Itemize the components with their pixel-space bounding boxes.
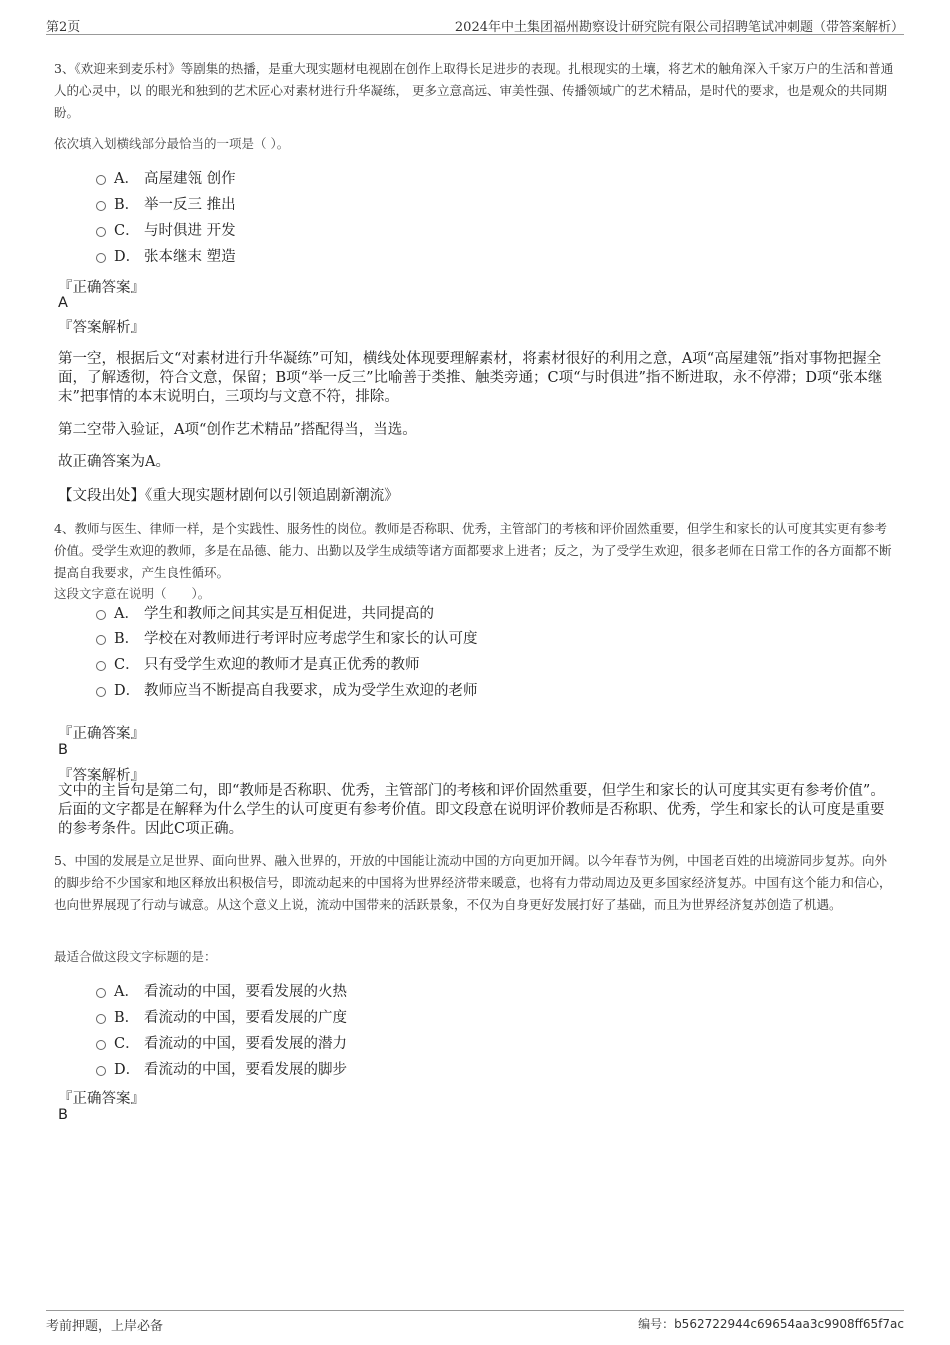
radio-icon[interactable] — [96, 1040, 106, 1050]
radio-icon[interactable] — [96, 661, 106, 671]
radio-icon[interactable] — [96, 635, 106, 645]
radio-icon[interactable] — [96, 610, 106, 620]
radio-icon[interactable] — [96, 175, 106, 185]
q5-prompt: 最适合做这段文字标题的是： — [54, 949, 217, 964]
page-header — [46, 14, 904, 35]
q5-option-b[interactable]: B． 看流动的中国，要看发展的广度 — [96, 1007, 347, 1029]
q3-option-d[interactable]: D． 张本继末 塑造 — [96, 246, 236, 268]
radio-icon[interactable] — [96, 253, 106, 263]
q5-option-c[interactable]: C． 看流动的中国，要看发展的潜力 — [96, 1033, 347, 1055]
radio-icon[interactable] — [96, 687, 106, 697]
q4-answer-label: 『正确答案』 — [58, 726, 145, 742]
document-title: 2024年中土集团福州勘察设计研究院有限公司招聘笔试冲刺题（带答案解析） — [454, 20, 904, 35]
q5-stem: 5、中国的发展是立足世界、面向世界、融入世界的，开放的中国能让流动中国的方向更加开阔。以今年春节为例，中国老百姓的出境游同步复苏。向外的脚步给不少国家和地区释放出积极信号，即流动起来的中国将为世界经济带来暖意，也将有力带动周边及更多国家经济复苏。中国有这个能力和信心，也向世界展现了行动与诚意。从这个意义上说，流动中国带来的活跃景象，不仅为自身更好发展打好了基础，而且为世界经济复苏创造了机遇。 — [54, 853, 892, 912]
q4-option-a[interactable]: A． 学生和教师之间其实是互相促进，共同提高的 — [96, 603, 434, 625]
radio-icon[interactable] — [96, 227, 106, 237]
q3-analysis-paragraph: 故正确答案为A。 — [58, 454, 170, 470]
q3-option-b[interactable]: B． 举一反三 推出 — [96, 194, 236, 216]
q3-option-a[interactable]: A． 高屋建瓴 创作 — [96, 168, 236, 190]
radio-icon[interactable] — [96, 988, 106, 998]
footer-slogan: 考前押题，上岸必备 — [46, 1319, 164, 1334]
q3-answer: A — [58, 295, 68, 311]
q4-option-b[interactable]: B． 学校在对教师进行考评时应考虑学生和家长的认可度 — [96, 628, 478, 650]
q3-analysis-paragraph: 第一空，根据后文“对素材进行升华凝练”可知，横线处体现要理解素材，将素材很好的利用之意，A项“高屋建瓴”指对事物把握全面，了解透彻，符合文意，保留；B项“举一反三”比喻善于类推、触类旁通；C项“与时俱进”指不断进取，永不停滞；D项“张本继末”把事情的本末说明白，三项均与文意不符，排除。 — [58, 351, 883, 405]
q3-prompt: 依次填入划横线部分最恰当的一项是（ ）。 — [54, 136, 290, 151]
q4-answer: B — [58, 742, 68, 758]
q4-prompt: 这段文字意在说明（ ）。 — [54, 586, 211, 601]
page-number: 第2页 — [46, 20, 81, 35]
q5-option-d[interactable]: D． 看流动的中国，要看发展的脚步 — [96, 1059, 347, 1081]
q4-analysis-paragraph: 文中的主旨句是第二句，即“教师是否称职、优秀，主管部门的考核和评价固然重要，但学生和家长的认可度其实更有参考价值”。后面的文字都是在解释为什么学生的认可度更有参考价值。即文段意在说明评价教师是否称职、优秀，学生和家长的认可度是重要的参考条件。因此C项正确。 — [58, 783, 885, 837]
radio-icon[interactable] — [96, 1014, 106, 1024]
page-footer — [46, 1310, 904, 1335]
q4-option-d[interactable]: D． 教师应当不断提高自我要求，成为受学生欢迎的老师 — [96, 680, 478, 702]
q3-analysis-paragraph: 第二空带入验证，A项“创作艺术精品”搭配得当，当选。 — [58, 422, 417, 438]
radio-icon[interactable] — [96, 1066, 106, 1076]
q3-answer-label: 『正确答案』 — [58, 280, 145, 296]
q4-stem: 4、教师与医生、律师一样，是个实践性、服务性的岗位。教师是否称职、优秀，主管部门的考核和评价固然重要，但学生和家长的认可度其实更有参考价值。受学生欢迎的教师，多是在品德、能力、出勤以及学生成绩等诸方面都要求上进者；反之，为了受学生欢迎，很多老师在日常工作的各方面都不断提高自我要求，产生良性循环。 — [54, 521, 892, 580]
q3-source: 【文段出处】《重大现实题材剧何以引领追剧新潮流》 — [58, 488, 399, 504]
q5-answer-label: 『正确答案』 — [58, 1091, 145, 1107]
q5-answer: B — [58, 1107, 68, 1123]
document-id: 编号：b562722944c69654aa3c9908ff65f7ac — [638, 1317, 904, 1331]
q5-option-a[interactable]: A． 看流动的中国，要看发展的火热 — [96, 981, 347, 1003]
q3-analysis-label: 『答案解析』 — [58, 320, 145, 336]
q4-option-c[interactable]: C． 只有受学生欢迎的教师才是真正优秀的教师 — [96, 654, 420, 676]
radio-icon[interactable] — [96, 201, 106, 211]
q3-stem: 3、《欢迎来到麦乐村》等剧集的热播，是重大现实题材电视剧在创作上取得长足进步的表现。扎根现实的土壤，将艺术的触角深入千家万户的生活和普通人的心灵中，以 的眼光和独到的艺术匠心对素材进行升华凝练， 更多立意高远、审美性强、传播领域广的艺术精品，是时代的要求，也是观众的共同期盼。 — [54, 61, 894, 120]
q4-analysis-label: 『答案解析』 — [58, 768, 145, 784]
q3-option-c[interactable]: C． 与时俱进 开发 — [96, 220, 236, 242]
